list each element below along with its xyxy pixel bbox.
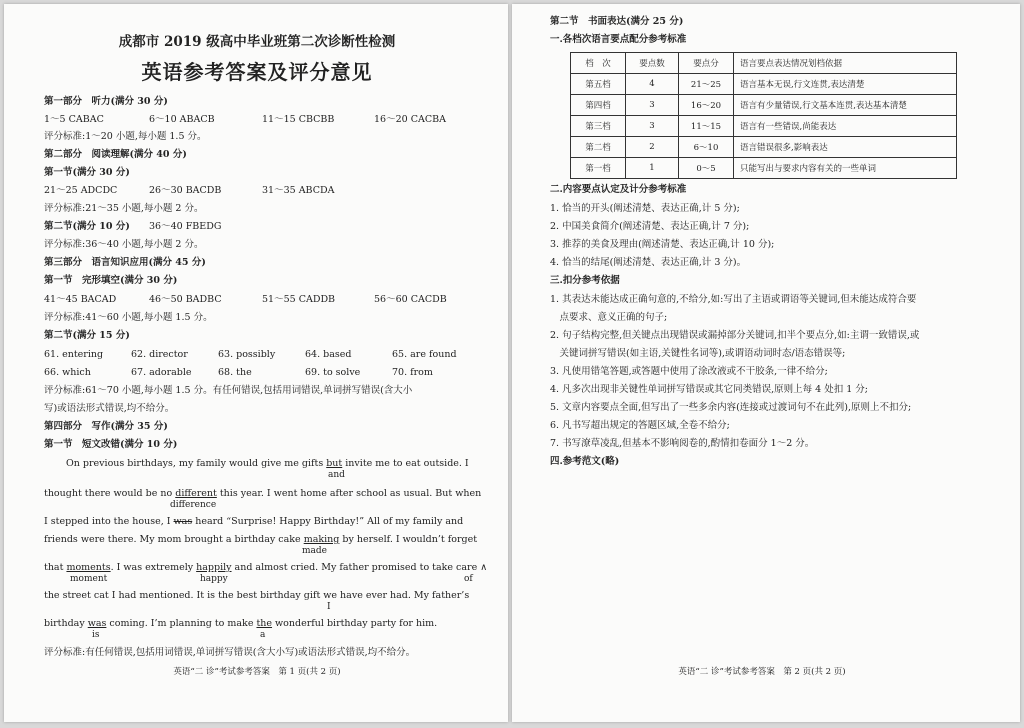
essay-line-4: friends were there. My mom brought a birthday cake making by herself. I wouldn’t forget [44,534,478,545]
deduction-rule: 4. 凡多次出现非关键性单词拼写错误或其它同类错误,原则上每 4 处扣 1 分; [550,384,868,395]
error-word: the [256,618,273,629]
table-cell: 第五档 [571,74,626,95]
part3-section1-heading: 第一节 完形填空(满分 30 分) [44,275,178,286]
table-cell: 21～25 [679,74,734,95]
part2-section2-standard: 评分标准:36～40 小题,每小题 2 分。 [44,239,204,250]
deduction-rule: 关键词拼写错误(如主语,关键性名词等),或谓语动词时态/语态错误等; [550,348,846,359]
table-cell: 语言有一些错误,尚能表达 [734,116,957,137]
table-cell: 语言有少量错误,行文基本连贯,表达基本清楚 [734,95,957,116]
table-row [571,137,957,158]
table-cell: 16～20 [679,95,734,116]
answer-group: 1～5 CABAC [44,114,104,125]
answer-group: 36～40 FBEDG [149,221,222,232]
part3-heading: 第三部分 语言知识应用(满分 45 分) [44,257,206,268]
table-row [571,158,957,179]
answer-group: 51～55 CADDB [262,294,336,305]
answer-group: 46～50 BADBC [149,294,222,305]
answer-item: 66. which [44,367,91,378]
essay-line-5: that moments. I was extremely happily and almost cried. My father promised to take care ∧ [44,562,488,573]
deleted-word: was [173,516,193,527]
answer-group: 26～30 BACDB [149,185,222,196]
answer-item: 69. to solve [305,367,361,378]
content-points-heading: 二.内容要点认定及计分参考标准 [550,184,687,195]
content-point: 3. 推荐的美食及理由(阐述清楚、表达正确,计 10 分); [550,239,775,250]
answer-group: 21～25 ADCDC [44,185,118,196]
part3-section2-heading: 第二节(满分 15 分) [44,330,130,341]
page-1 [4,4,508,722]
fill-in-row-2 [44,367,433,379]
content-point: 4. 恰当的结尾(阐述清楚、表达正确,计 3 分)。 [550,257,747,268]
part2-section1-standard: 评分标准:21～35 小题,每小题 2 分。 [44,203,204,214]
deduction-rule: 5. 文章内容要点全面,但写出了一些多余内容(连接或过渡词句不在此列),原则上不扣分; [550,402,912,413]
part2-section1-answers [44,185,334,197]
error-word: was [87,618,107,629]
correction-word: a [260,630,266,640]
page-footer: 英语“二 诊”考试参考答案 第 1 页(共 2 页) [173,667,341,677]
deduction-rule: 7. 书写潦草凌乱,但基本不影响阅卷的,酌情扣卷面分 1～2 分。 [550,438,815,449]
correction-word: made [302,546,327,556]
part4-heading: 第四部分 写作(满分 35 分) [44,421,168,432]
page-2 [512,4,1020,722]
deduction-rule: 3. 凡使用错笔答题,或答题中使用了涂改液或不干胶条,一律不给分; [550,366,828,377]
part1-answers [44,114,446,126]
table-cell: 4 [626,74,679,95]
deduction-heading: 三.扣分参考依据 [550,275,620,286]
fill-in-row-1 [44,349,457,361]
table-cell: 11～15 [679,116,734,137]
correction-word: is [92,630,100,640]
error-word: but [326,458,343,469]
content-point: 1. 恰当的开头(阐述清楚、表达正确,计 5 分); [550,203,740,214]
answer-group: 11～15 CBCBB [262,114,335,125]
answer-item: 64. based [305,349,352,360]
answer-item: 61. entering [44,349,104,360]
answer-group: 56～60 CACDB [374,294,447,305]
correction-word: I [327,602,331,612]
answer-item: 62. director [131,349,188,360]
table-cell: 第一档 [571,158,626,179]
error-word: making [303,534,340,545]
essay-line-7: birthday was coming. I’m planning to make the wonderful birthday party for him. [44,618,438,629]
correction-word: moment [70,574,108,584]
table-header: 档 次 [571,53,626,74]
exam-title: 成都市 2019 级高中毕业班第二次诊断性检测 [118,34,396,50]
correction-word: of [464,574,473,584]
error-word: different [175,488,217,499]
table-cell: 第四档 [571,95,626,116]
essay-line-3: I stepped into the house, I was heard “Surprise! Happy Birthday!” All of my family and [44,516,464,527]
sample-essay-heading: 四.参考范文(略) [550,456,620,467]
deduction-rule: 1. 其表达未能达成正确句意的,不给分,如:写出了主语或谓语等关键词,但未能达成符合要 [550,294,917,305]
answer-item: 70. from [392,367,433,378]
answer-item: 63. possibly [218,349,276,360]
part3-section1-answers [44,294,447,306]
correction-word: happy [200,574,228,584]
table-header: 语言要点表达情况划档依据 [734,53,957,74]
part2-section1-heading: 第一节(满分 30 分) [44,167,130,178]
table-row [571,116,957,137]
table-cell: 3 [626,95,679,116]
table-row [571,95,957,116]
table-cell: 0～5 [679,158,734,179]
deduction-rule: 2. 句子结构完整,但关键点出现错误或漏掉部分关键词,扣半个要点分,如:主谓一致错误,或 [550,330,920,341]
table-cell: 6～10 [679,137,734,158]
answer-item: 65. are found [392,349,457,360]
table-cell: 语言错误很多,影响表达 [734,137,957,158]
part3-section1-standard: 评分标准:41～60 小题,每小题 1.5 分。 [44,312,213,323]
part3-section2-standard-line2: 写)或语法形式错误,均不给分。 [44,403,175,414]
correction-word: and [328,470,345,480]
table-header: 要点分 [679,53,734,74]
grading-levels-heading: 一.各档次语言要点配分参考标准 [550,34,687,45]
essay-line-1: On previous birthdays, my family would give me gifts but invite me to eat outside. I [66,458,469,469]
answer-group: 41～45 BACAD [44,294,117,305]
writing-section-heading: 第二节 书面表达(满分 25 分) [550,16,684,27]
table-cell: 2 [626,137,679,158]
table-cell: 第三档 [571,116,626,137]
part1-heading: 第一部分 听力(满分 30 分) [44,96,168,107]
part3-section2-standard-line1: 评分标准:61～70 小题,每小题 1.5 分。有任何错误,包括用词错误,单词拼写错误(含大小 [44,385,413,396]
answer-group: 6～10 ABACB [149,114,215,125]
answer-item: 67. adorable [131,367,192,378]
table-cell: 1 [626,158,679,179]
table-row [571,74,957,95]
content-point: 2. 中国美食简介(阐述清楚、表达正确,计 7 分); [550,221,750,232]
table-cell: 3 [626,116,679,137]
deduction-rule: 点要求、意义正确的句子; [550,312,668,323]
answer-group: 31～35 ABCDA [262,185,335,196]
part4-section1-heading: 第一节 短文改错(满分 10 分) [44,439,178,450]
part2-section2-line [44,221,221,233]
table-cell: 语言基本无误,行文连贯,表达清楚 [734,74,957,95]
deduction-rule: 6. 凡书写超出规定的答题区域,全卷不给分; [550,420,730,431]
part2-heading: 第二部分 阅读理解(满分 40 分) [44,149,187,160]
correction-word: difference [170,500,217,510]
part1-standard: 评分标准:1～20 小题,每小题 1.5 分。 [44,131,207,142]
essay-line-2: thought there would be no different this year. I went home after school as usual. But when [44,488,482,499]
grading-table [570,52,957,179]
page-footer: 英语“二 诊”考试参考答案 第 2 页(共 2 页) [678,667,846,677]
table-header-row [571,53,957,74]
answer-item: 68. the [218,367,252,378]
table-header: 要点数 [626,53,679,74]
answer-key-title: 英语参考答案及评分意见 [141,60,373,84]
part4-section1-standard: 评分标准:有任何错误,包括用词错误,单词拼写错误(含大小写)或语法形式错误,均不给分。 [44,647,416,658]
error-word: happily [196,562,232,573]
essay-line-6: the street cat I had mentioned. It is the best birthday gift we have ever had. My father’s [44,590,470,601]
table-cell: 只能写出与要求内容有关的一些单词 [734,158,957,179]
part2-section2-heading: 第二节(满分 10 分) [44,221,130,232]
error-word: moments [66,562,111,573]
answer-group: 16～20 CACBA [374,114,446,125]
table-cell: 第二档 [571,137,626,158]
